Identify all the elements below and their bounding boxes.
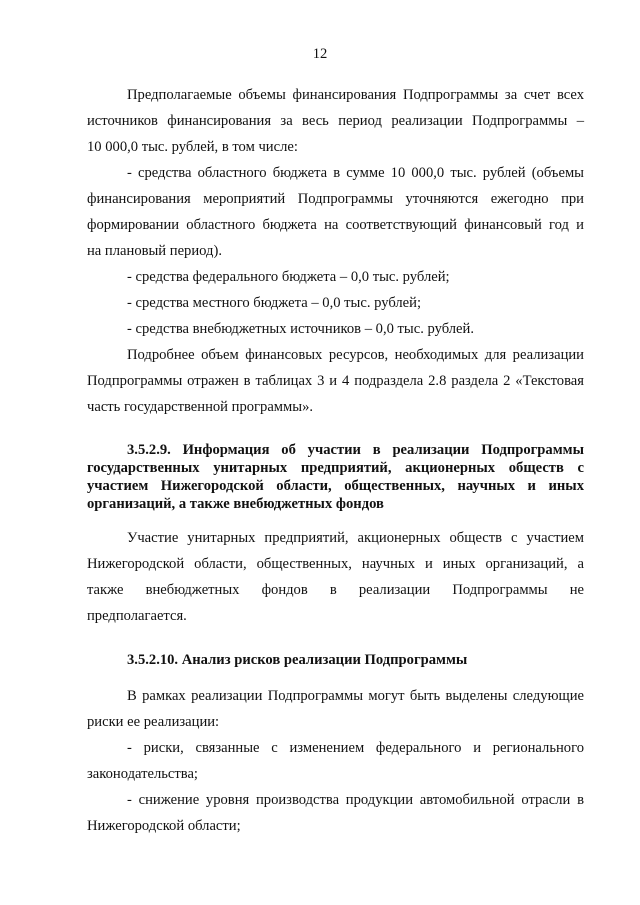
text-line: риски ее реализации: bbox=[87, 714, 220, 730]
text-line: 10 000,0 тыс. рублей, в том числе: bbox=[87, 139, 298, 155]
page-number: 12 bbox=[312, 46, 328, 62]
bullet-local-budget: - средства местного бюджета – 0,0 тыс. рублей; bbox=[127, 295, 422, 311]
text-line: Нижегородской области, общественных, научных и иных организаций, а bbox=[87, 556, 584, 572]
text-line: - снижение уровня производства продукции автомобильной отрасли в bbox=[127, 792, 584, 808]
text-line: предполагается. bbox=[87, 608, 187, 624]
heading-line: государственных унитарных предприятий, акционерных обществ с bbox=[87, 460, 584, 476]
heading-line: участием Нижегородской области, общественных, научных и иных bbox=[87, 478, 584, 494]
heading-line: организаций, а также внебюджетных фондов bbox=[87, 496, 384, 512]
text-line: - средства областного бюджета в сумме 10 000,0 тыс. рублей (объемы bbox=[127, 165, 584, 181]
text-line: Предполагаемые объемы финансирования Подпрограммы за счет всех bbox=[127, 87, 584, 103]
text-line: часть государственной программы». bbox=[87, 399, 314, 415]
bullet-federal-budget: - средства федерального бюджета – 0,0 тыс. рублей; bbox=[127, 269, 450, 285]
bullet-extrabudgetary-sources: - средства внебюджетных источников – 0,0 тыс. рублей. bbox=[127, 321, 474, 337]
text-line: на плановый период). bbox=[87, 243, 222, 259]
text-line: формировании областного бюджета на соответствующий финансовый год и bbox=[87, 217, 584, 233]
heading-line: 3.5.2.9. Информация об участии в реализации Подпрограммы bbox=[127, 442, 584, 458]
text-line: Подробнее объем финансовых ресурсов, необходимых для реализации bbox=[127, 347, 584, 363]
text-line: законодательства; bbox=[87, 766, 198, 782]
text-line: Нижегородской области; bbox=[87, 818, 241, 834]
section-heading-3-5-2-10: 3.5.2.10. Анализ рисков реализации Подпрограммы bbox=[127, 652, 468, 668]
text-line: также внебюджетных фондов в реализации Подпрограммы не bbox=[87, 582, 584, 598]
text-line: Подпрограммы отражен в таблицах 3 и 4 подраздела 2.8 раздела 2 «Текстовая bbox=[87, 373, 584, 389]
text-line: источников финансирования за весь период реализации Подпрограммы – bbox=[87, 113, 584, 129]
text-line: - риски, связанные с изменением федерального и регионального bbox=[127, 740, 584, 756]
text-line: Участие унитарных предприятий, акционерных обществ с участием bbox=[127, 530, 584, 546]
text-line: В рамках реализации Подпрограммы могут быть выделены следующие bbox=[127, 688, 584, 704]
text-line: финансирования мероприятий Подпрограммы уточняются ежегодно при bbox=[87, 191, 584, 207]
